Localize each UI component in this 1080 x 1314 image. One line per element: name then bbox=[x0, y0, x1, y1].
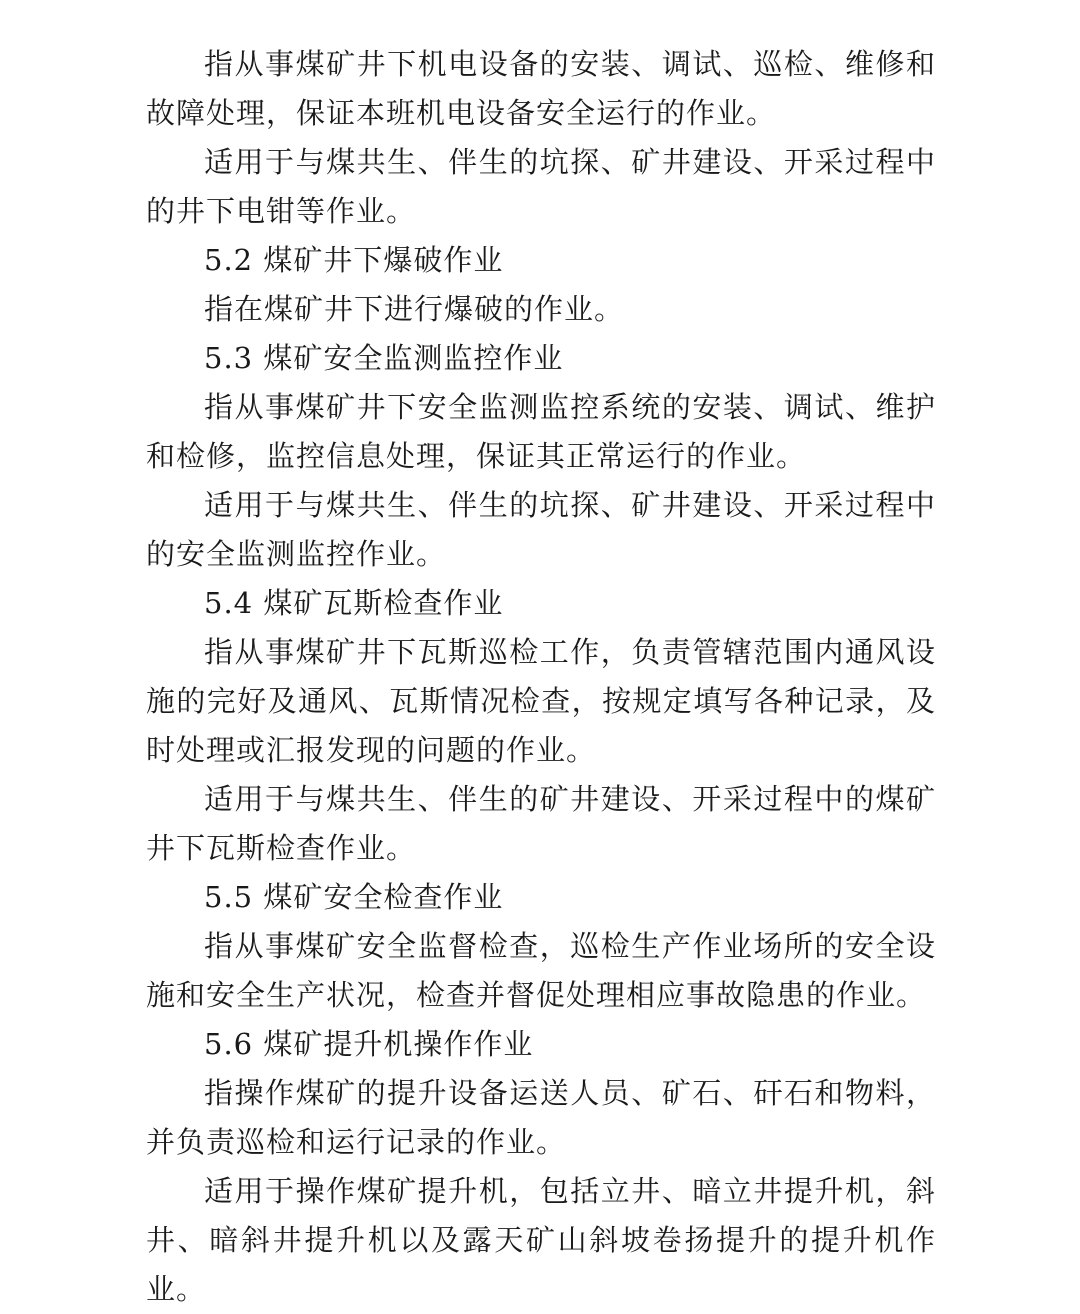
section-heading: 5.2 煤矿井下爆破作业 bbox=[204, 243, 504, 277]
paragraph: 指从事煤矿井下机电设备的安装、调试、巡检、维修和故障处理，保证本班机电设备安全运行的作业。 bbox=[146, 47, 936, 130]
paragraph: 适用于与煤共生、伴生的矿井建设、开采过程中的煤矿井下瓦斯检查作业。 bbox=[146, 782, 936, 865]
section-heading: 5.4 煤矿瓦斯检查作业 bbox=[204, 586, 504, 620]
section-heading: 5.5 煤矿安全检查作业 bbox=[204, 880, 504, 914]
document-body bbox=[146, 40, 936, 1314]
section-heading: 5.6 煤矿提升机操作作业 bbox=[204, 1027, 534, 1061]
paragraph: 指从事煤矿井下瓦斯巡检工作，负责管辖范围内通风设施的完好及通风、瓦斯情况检查，按规定填写各种记录，及时处理或汇报发现的问题的作业。 bbox=[146, 635, 936, 767]
paragraph: 适用于与煤共生、伴生的坑探、矿井建设、开采过程中的安全监测监控作业。 bbox=[146, 488, 936, 571]
paragraph: 指在煤矿井下进行爆破的作业。 bbox=[204, 292, 625, 326]
paragraph: 适用于与煤共生、伴生的坑探、矿井建设、开采过程中的井下电钳等作业。 bbox=[146, 145, 936, 228]
paragraph: 适用于操作煤矿提升机，包括立井、暗立井提升机，斜井、暗斜井提升机以及露天矿山斜坡卷扬提升的提升机作业。 bbox=[146, 1174, 936, 1306]
paragraph: 指操作煤矿的提升设备运送人员、矿石、矸石和物料，并负责巡检和运行记录的作业。 bbox=[146, 1076, 936, 1159]
paragraph: 指从事煤矿安全监督检查，巡检生产作业场所的安全设施和安全生产状况，检查并督促处理相应事故隐患的作业。 bbox=[146, 929, 936, 1012]
paragraph: 指从事煤矿井下安全监测监控系统的安装、调试、维护和检修，监控信息处理，保证其正常运行的作业。 bbox=[146, 390, 936, 473]
section-heading: 5.3 煤矿安全监测监控作业 bbox=[204, 341, 564, 375]
